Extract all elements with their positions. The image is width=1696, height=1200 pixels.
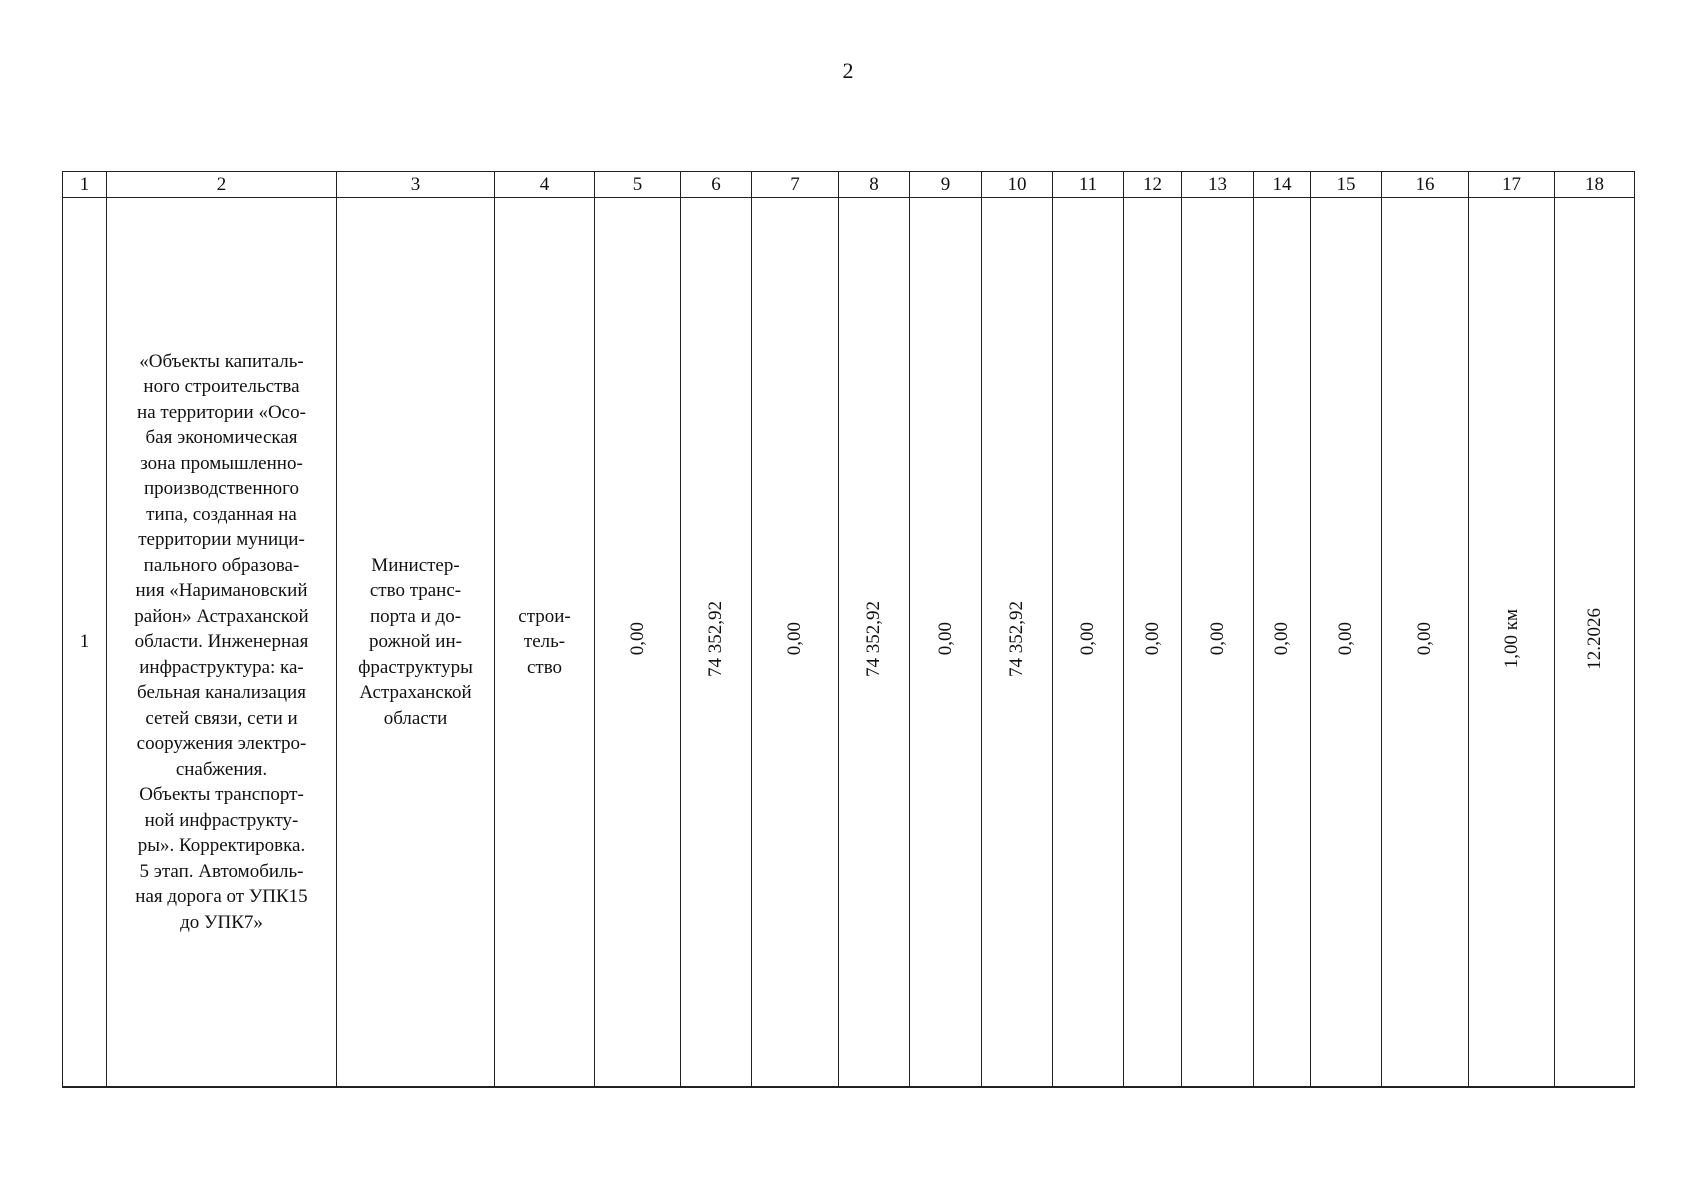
customer-line: ство транс- — [369, 580, 462, 602]
object-name-line: до УПК7» — [180, 911, 263, 933]
value-text: 0,00 — [1077, 622, 1098, 656]
object-name-line: пального образова- — [143, 554, 300, 576]
column-header: 8 — [839, 172, 910, 198]
column-header: 10 — [982, 172, 1053, 198]
object-name-line: зона промышленно- — [140, 452, 303, 474]
object-name-line: области. Инженерная — [134, 631, 309, 653]
value-cell-10 — [982, 198, 1053, 1088]
column-header: 12 — [1124, 172, 1182, 198]
object-name-line: производственного — [144, 478, 299, 500]
value-cell-11 — [1053, 198, 1124, 1088]
object-name-cell — [107, 198, 337, 1088]
object-name-line: «Объекты капиталь- — [139, 350, 304, 372]
column-header: 4 — [495, 172, 595, 198]
column-header: 2 — [107, 172, 337, 198]
work-type-line: ство — [526, 656, 563, 678]
column-header: 15 — [1311, 172, 1382, 198]
row-number-cell: 1 — [63, 198, 107, 1088]
value-cell-14 — [1254, 198, 1311, 1088]
work-type-cell — [495, 198, 595, 1088]
value-text: 0,00 — [1271, 622, 1292, 656]
customer-line: Министер- — [371, 554, 460, 576]
object-name-line: снабжения. — [175, 758, 268, 780]
object-name-line: район» Астраханской — [134, 605, 309, 627]
value-cell-9 — [910, 198, 982, 1088]
object-name-line: Объекты транспорт- — [139, 784, 304, 806]
customer-line: рожной ин- — [369, 631, 462, 653]
capacity-text: 1,00 км — [1500, 609, 1522, 669]
value-text: 74 352,92 — [863, 601, 884, 677]
column-header: 3 — [337, 172, 495, 198]
value-cell-12 — [1124, 198, 1182, 1088]
value-text: 0,00 — [784, 622, 805, 656]
value-cell-16 — [1382, 198, 1469, 1088]
work-type-text — [495, 604, 594, 681]
column-header: 14 — [1254, 172, 1311, 198]
object-name-line: на территории «Осо- — [137, 401, 306, 423]
value-text: 0,00 — [1206, 622, 1228, 656]
column-header: 18 — [1555, 172, 1635, 198]
object-name-line: бая экономическая — [145, 427, 298, 449]
customer-line: области — [383, 707, 448, 729]
object-name-line: инфраструктура: ка- — [139, 656, 304, 678]
column-header: 7 — [752, 172, 839, 198]
object-name-line: ная дорога от УПК15 — [135, 886, 308, 908]
value-cell-13 — [1182, 198, 1254, 1088]
date-cell — [1555, 198, 1635, 1088]
object-name-text — [107, 349, 336, 936]
column-header: 6 — [681, 172, 752, 198]
value-cell-6 — [681, 198, 752, 1088]
column-header: 9 — [910, 172, 982, 198]
value-cell-15 — [1311, 198, 1382, 1088]
customer-text — [337, 553, 494, 732]
customer-line: порта и до- — [369, 605, 462, 627]
column-header: 11 — [1053, 172, 1124, 198]
table-row — [63, 198, 1635, 1088]
value-text: 0,00 — [1414, 622, 1435, 656]
object-name-line: ния «Наримановский — [135, 580, 308, 602]
date-text: 12.2026 — [1583, 608, 1605, 670]
object-name-line: 5 этап. Автомобиль- — [139, 860, 304, 882]
header-row — [63, 172, 1635, 198]
object-name-line: бельная канализация — [137, 682, 306, 704]
work-type-line: строи- — [518, 605, 571, 627]
customer-cell — [337, 198, 495, 1088]
column-header: 5 — [595, 172, 681, 198]
object-name-line: типа, созданная на — [146, 503, 297, 525]
value-cell-7 — [752, 198, 839, 1088]
object-name-line: сооружения электро- — [136, 733, 307, 755]
object-name-line: ной инфраструкту- — [144, 809, 299, 831]
column-header: 1 — [63, 172, 107, 198]
object-name-line: территории муници- — [138, 529, 305, 551]
page-number: 2 — [842, 58, 854, 83]
value-cell-5 — [595, 198, 681, 1088]
value-text: 74 352,92 — [1006, 601, 1027, 677]
value-text: 0,00 — [934, 622, 956, 656]
value-text: 0,00 — [626, 622, 648, 656]
object-name-line: ры». Корректировка. — [137, 835, 306, 857]
value-cell-8 — [839, 198, 910, 1088]
customer-line: Астраханской — [359, 682, 472, 704]
work-type-line: тель- — [523, 631, 566, 653]
capacity-cell — [1469, 198, 1555, 1088]
customer-line: фраструктуры — [358, 656, 473, 678]
object-name-line: сетей связи, сети и — [145, 707, 298, 729]
column-header: 17 — [1469, 172, 1555, 198]
investment-table — [62, 171, 1635, 1088]
column-header: 16 — [1382, 172, 1469, 198]
value-text: 74 352,92 — [705, 601, 726, 677]
value-text: 0,00 — [1335, 622, 1356, 656]
value-text: 0,00 — [1141, 622, 1163, 656]
object-name-line: ного строительства — [143, 376, 300, 398]
column-header: 13 — [1182, 172, 1254, 198]
